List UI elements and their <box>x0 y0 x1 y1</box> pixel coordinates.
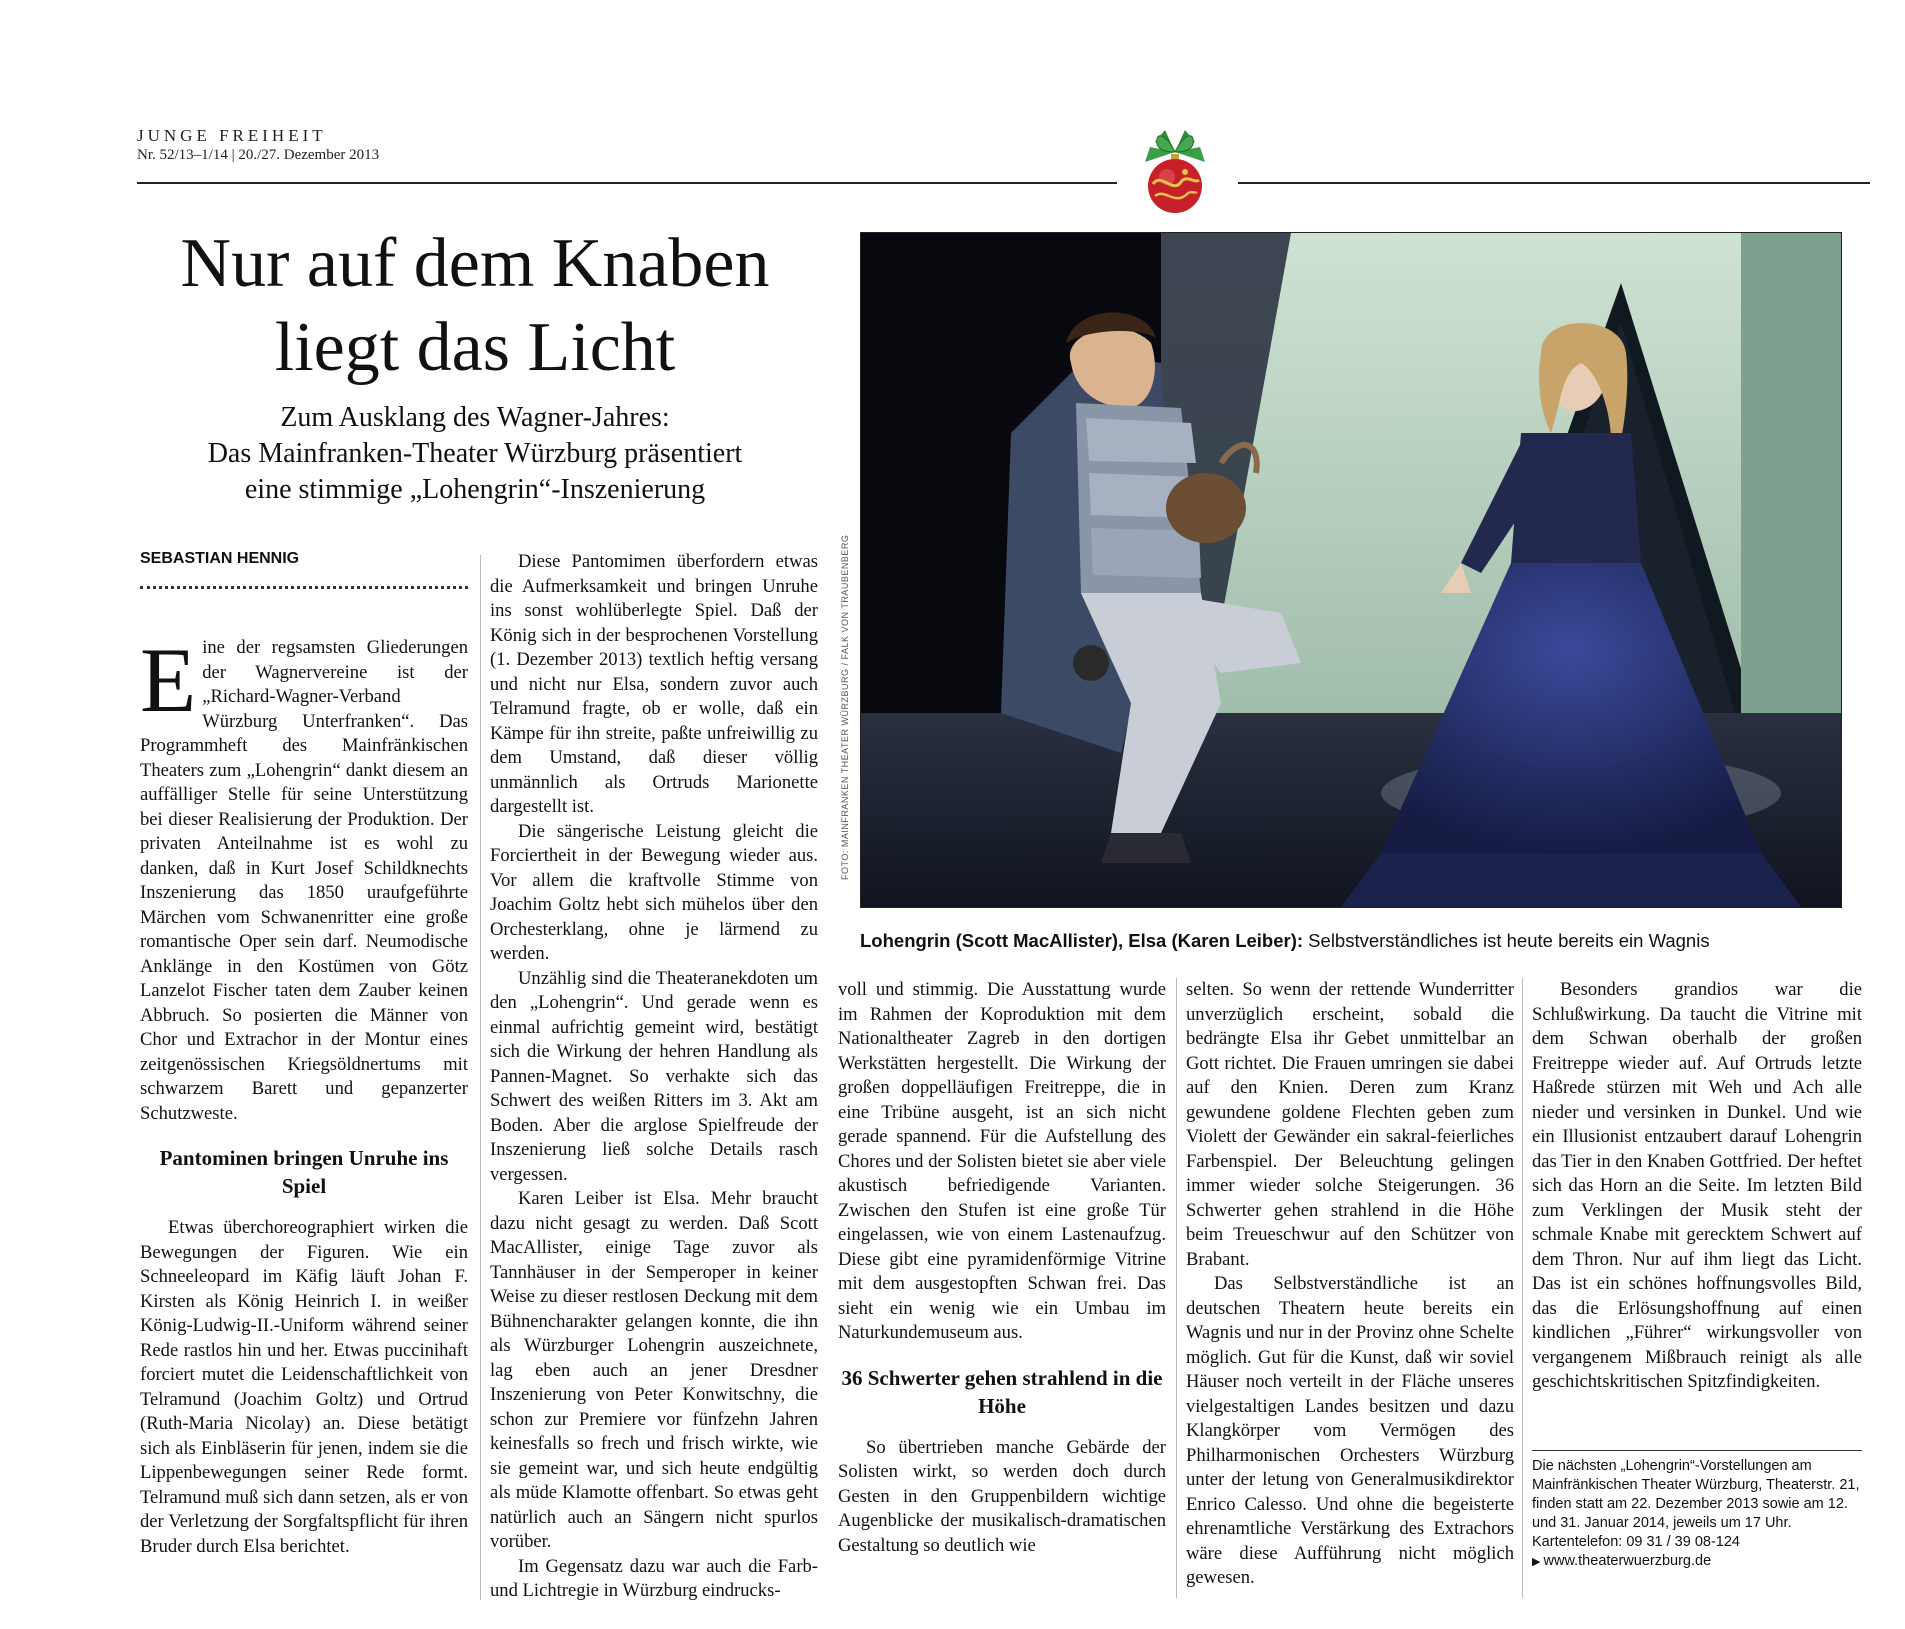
deck: Zum Ausklang des Wagner-Jahres: Das Mainfranken-Theater Würzburg präsentiert eine stimmige „Lohengrin“-Inszenierung <box>207 402 743 505</box>
article-column-1: Eine der regsamsten Gliederungen der Wagnervereine ist der „Richard-Wagner-Verband Würzburg Unterfranken“. Das Programmheft des Mainfränkischen Theaters zum „Lohengrin“ dankt diesem an auffälliger Stelle für seine Unterstützung bei dieser Realisierung der Produktion. Der privaten Anteilnahme ist es wohl zu danken, daß in Kurt Josef Schildknechts Inszenierung das 1850 uraufgeführte Märchen vom Schwanenritter eine große romantische Oper sein darf. Neumodische Anklänge in den Kostümen von Götz Lanzelot Fischer taten dem Zauber keinen Abbruch. So posierten die Männer von Chor und Extrachor in der Montur eines zeitgenössischen Kriegsöldnertums mit schwarzem Barett und gepanzerter Schutzweste. Pantominen bringen Unruhe ins Spiel Etwas überchoreographiert wirken die Bewegungen der Figuren. Wie ein Schneeleopard im Käfig läuft Johan F. Kirsten als König Heinrich I. in weißer König-Ludwig-II.-Uniform während seiner Rede rastlos hin und her. Etwas puccinihaft forciert mutet die Leidenschaftlichkeit von Telramund (Joachim Goltz) und Ortrud (Ruth-Maria Nicolay) an. Diese betätigt sich als Einbläserin für jenen, indem sie die Lippenbewegungen seiner Rede formt. Telramund muß sich dann setzen, als er von der Verletzung der Sorgfaltspflicht für ihren Bruder durch Elsa berichtet. <box>140 629 468 1557</box>
headline: Nur auf dem Knaben liegt das Licht <box>180 225 770 386</box>
byline-dotted-rule <box>140 586 468 589</box>
photo-credit: FOTO: MAINFRANKEN THEATER WÜRZBURG / FALK VON TRAUBENBERG <box>840 534 850 880</box>
subhead-pantomimen: Pantominen bringen Unruhe ins Spiel <box>159 1146 449 1198</box>
header-rule-right <box>1238 182 1870 184</box>
performance-info-box <box>1532 1450 1862 1572</box>
theater-website-link[interactable]: ▶ www.theaterwuerzburg.de <box>1532 1552 1862 1572</box>
article-column-5: Besonders grandios war die Schlußwirkung. Da taucht die Vitrine mit dem Schwan oberhalb der großen Freitreppe wieder auf. Auf Ortruds letzte Haßrede stürzen mit Weh und Ach alle nieder und versinken in Dunkel. Und wie ein Illusionist entzaubert darauf Lohengrin das Tier in den Knaben Gottfried. Der heftet sich das Horn an die Seite. Im letzten Bild zum Verklingen der Musik steht der schmale Knabe mit gerecktem Schwert auf dem Thron. Nur auf ihm liegt das Licht. Das ist ein schönes hoffnungsvolles Bild, das die Erlösungshoffnung auf einen kindlichen „Führer“ wirkungsvoller von vergangenem Mißbrauch reinigt als alle geschichtskritischen Spitzfindigkeiten. <box>1532 979 1862 1392</box>
drop-cap: E <box>140 629 197 731</box>
byline: SEBASTIAN HENNIG <box>140 550 300 567</box>
stage-photo <box>860 232 1842 908</box>
photo-caption: Lohengrin (Scott MacAllister), Elsa (Karen Leiber): Selbstverständliches ist heute bereits ein Wagnis <box>860 930 1710 951</box>
masthead: JUNGE FREIHEIT <box>137 126 327 145</box>
article-column-4: selten. So wenn der rettende Wunderritter unverzüglich erscheint, sobald die bedrängte Elsa ihr Gebet unmittelbar an Gott richtet. Die Frauen umringen sie dabei auf den Knien. Deren zum Kranz gewundene goldene Flechten geben zum Violett der Gewänder ein sakral-feierliches Farbenspiel. Der Beleuchtung gelingen immer wieder solche Steigerungen. 36 Schwerter gehen strahlend in die Höhe beim Treueschwur auf den Schützer von Brabant. Das Selbstverständliche ist an deutschen Theatern heute bereits ein Wagnis und nur in der Provinz ohne Schelte möglich. Gut für die Kunst, daß wir soviel Häuser noch verteilt in der Fläche unseres vielgestaltigen Landes besitzen und dazu Klangkörper vom Vermögen des Philharmonischen Orchesters Würzburg unter der letung von Generalmusikdirektor Enrico Calesso. Und ohne die begeisterte ehrenamtliche Verstärkung des Extrachors wäre diese Aufführung nicht möglich gewesen. <box>1186 979 1514 1588</box>
column-divider <box>480 555 481 1600</box>
lohengrin-stage-image <box>861 233 1841 907</box>
header-rule-left <box>137 182 1117 184</box>
performance-info-text: Die nächsten „Lohengrin“-Vorstellungen am Mainfränkischen Theater Würzburg, Theaterstr. 21, finden statt am 22. Dezember 2013 sowie am 12. und 31. Januar 2014, jeweils um 17 Uhr. Kartentelefon: 09 31 / 39 08-124 <box>1532 1458 1860 1550</box>
column-divider <box>1176 978 1177 1598</box>
subhead-schwerter: 36 Schwerter gehen strahlend in die Höhe <box>841 1365 1163 1418</box>
article-column-2: Diese Pantomimen überfordern etwas die Aufmerksamkeit und bringen Unruhe ins sonst wohlüberlegte Spiel. Daß der König sich in der besprochenen Vorstellung (1. Dezember 2013) textlich heftig versang und nicht nur Elsa, sondern zuvor auch Telramund fragte, ob er wolle, daß ein Kämpe für ihn streite, paßte unfreiwillig zu dem Umstand, daß dieser völlig unmännlich als Ortruds Marionette dargestellt ist. Die sängerische Leistung gleicht die Forciertheit in der Bewegung wieder aus. Vor allem die kraftvolle Stimme von Joachim Goltz hebt sich mühelos über den Orchesterklang, ohne je lärmend zu werden. Unzählig sind die Theateranekdoten um den „Lohengrin“. Und gerade wenn es einmal aufrichtig gemeint wird, bestätigt sich die Wirkung der hehren Handlung als Pannen-Magnet. So verhakte sich das Schwert des weißen Ritters im 3. Akt am Boden. Aber die arglose Spielfreude der Inszenierung ließ solche Details rasch vergessen. Karen Leiber ist Elsa. Mehr braucht dazu nicht gesagt zu werden. Daß Scott MacAllister, einige Tage zuvor als Tannhäuser in der Semperoper in keiner Weise zu dieser restlosen Deckung mit dem Bühnencharakter gelangen konnte, die ihn als Würzburger Lohengrin auszeichnete, lag eben auch an jener Dresdner Inszenierung von Peter Konwitschny, die schon zur Premiere vor fünfzehn Jahren keinesfalls so frech und frisch wirkte, wie sie gemeint war, und sich heute endgültig als müde Klamotte offenbart. So etwas geht natürlich auch an Sängern nicht spurlos vorüber. Im Gegensatz dazu war auch die Farb- und Lichtregie in Würzburg eindrucks- <box>490 551 818 1601</box>
christmas-bauble-icon <box>1125 122 1225 222</box>
issue-line: Nr. 52/13–1/14 | 20./27. Dezember 2013 <box>137 147 380 163</box>
column-divider <box>1522 978 1523 1598</box>
article-column-3: voll und stimmig. Die Ausstattung wurde im Rahmen der Koproduktion mit dem Nationaltheater Zagreb in den dortigen Werkstätten hergestellt. Die Wirkung der großen doppelläufigen Freitreppe, die in eine Tribüne ausgeht, ist an sich nicht gerade spannend. Für die Aufstellung des Chores und der Solisten bietet sie aber viele akustisch befriedigende Varianten. Zwischen den Stufen ist eine große Tür eingelassen, wie von einem Lastenaufzug. Diese gibt eine pyramidenförmige Vitrine mit dem ausgestopften Schwan frei. Das sieht ein wenig wie ein Umbau im Naturkundemuseum aus. 36 Schwerter gehen strahlend in die Höhe So übertrieben manche Gebärde der Solisten wirkt, so werden doch durch Gesten in den Gruppenbildern wichtige Augenblicke der musikalisch-dramatischen Gestaltung so deutlich wie <box>838 979 1166 1556</box>
